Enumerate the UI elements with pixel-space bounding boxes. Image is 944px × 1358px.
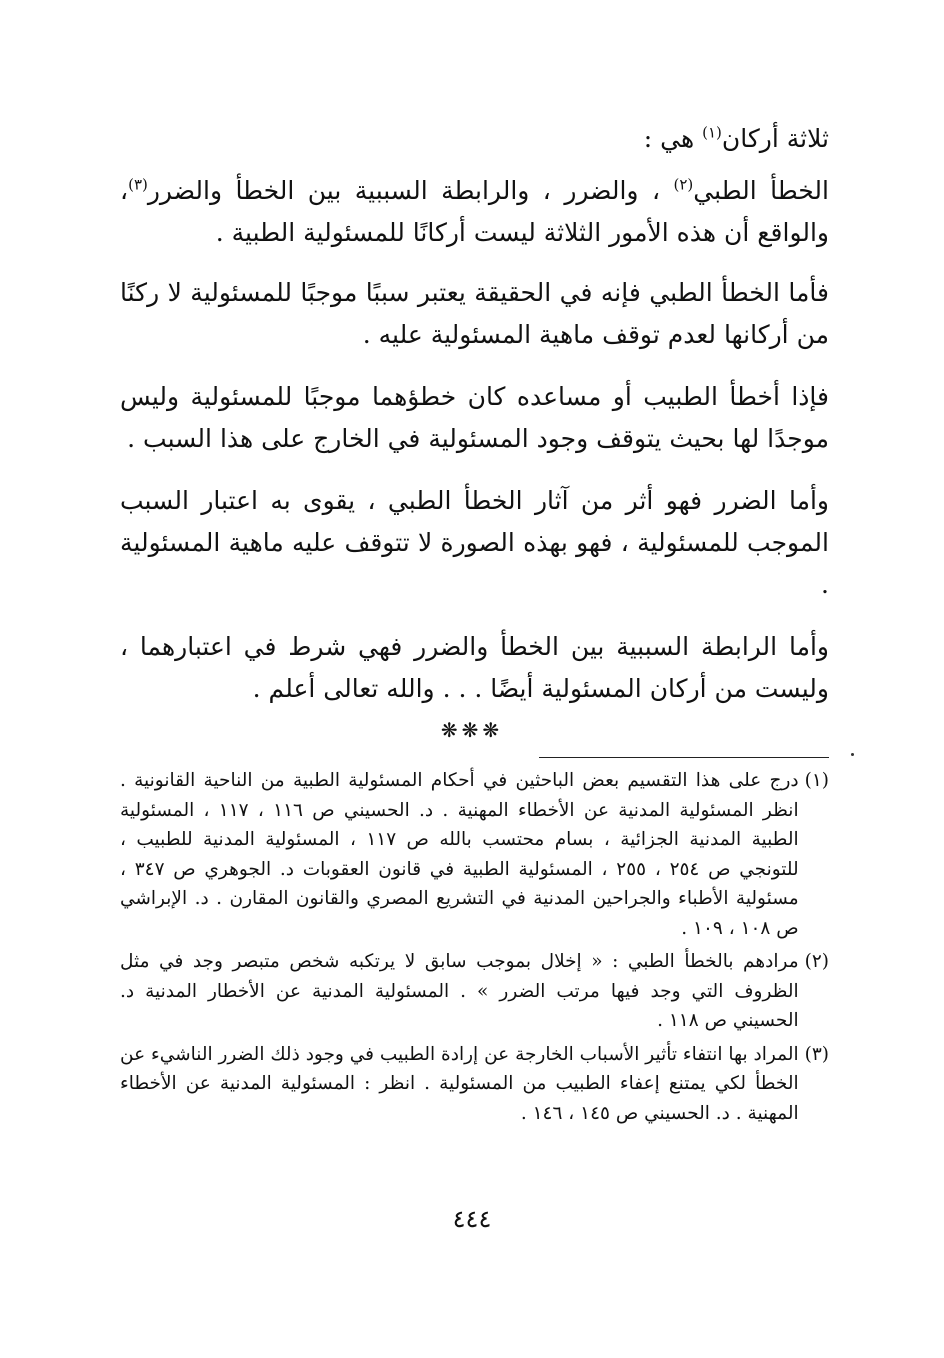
footnote-3 xyxy=(120,1040,829,1129)
footnote-1-text: درج على هذا التقسيم بعض الباحثين في أحكام المسئولية الطبية من الناحية القانونية . انظر المسئولية المدنية عن الأخطاء المهنية . د. الحسيني ص ١١٦ ، ١١٧ ، المسئولية الطبية المدنية الجزائية ، بسام محتسب بالله ص ١١٧ ، المسئولية المدنية للطبيب ، للتونجي ص ٢٥٤ ، ٢٥٥ ، المسئولية الطبية في قانون العقوبات د. الجوهري ص ٣٤٧ ، مسئولية الأطباء والجراحين المدنية في التشريع المصري والقانون المقارن . د. الإبراشي ص ١٠٨ ، ١٠٩ . xyxy=(120,770,799,939)
footnote-2-number: (٢) xyxy=(804,951,829,972)
paragraph-2: فأما الخطأ الطبي فإنه في الحقيقة يعتبر سببًا موجبًا للمسئولية لا ركنًا من أركانها لعدم توقف ماهية المسئولية عليه . xyxy=(120,278,829,349)
footnote-2-text: مرادهم بالخطأ الطبي : « إخلال بموجب سابق لا يرتكبه شخص متبصر وجد في مثل الظروف التي وجد فيها مرتب الضرر » . المسئولية المدنية عن الأخطار المدنية د. الحسيني ص ١١٨ . xyxy=(120,951,799,1031)
margin-dot xyxy=(851,753,854,756)
section-separator: ❋❋❋ xyxy=(440,718,504,742)
footnote-1 xyxy=(120,766,829,943)
footnote-ref-1: (١) xyxy=(702,123,722,142)
paragraph-4: وأما الضرر فهو أثر من آثار الخطأ الطبي ، يقوى به اعتبار السبب الموجب للمسئولية ، فهو بهذه الصورة لا تتوقف عليه ماهية المسئولية . xyxy=(120,486,829,599)
footnote-2 xyxy=(120,947,829,1036)
intro-line xyxy=(120,118,829,160)
intro-text-end: هي : xyxy=(643,124,695,153)
footnote-divider xyxy=(539,757,829,758)
footnote-1-number: (١) xyxy=(804,770,829,791)
footnote-3-text: المراد بها انتفاء تأثير الأسباب الخارجة عن إرادة الطبيب في وجود ذلك الضرر الناشيء عن الخطأ لكي يمتنع إعفاء الطبيب من المسئولية . انظر : المسئولية المدنية عن الأخطاء المهنية . د. الحسيني ص ١٤٥ ، ١٤٦ . xyxy=(120,1043,799,1124)
footnote-ref-2: (٢) xyxy=(673,175,694,194)
footnote-ref-3: (٣) xyxy=(128,175,148,194)
intro-text: ثلاثة أركان xyxy=(721,124,829,153)
paragraph-1-part-b: ، والضرر ، والرابطة السببية بين الخطأ والضرر xyxy=(147,176,661,205)
paragraph-1-part-a: الخطأ الطبي xyxy=(693,176,829,205)
paragraph-3: فإذا أخطأ الطبيب أو مساعده كان خطؤهما موجبًا للمسئولية وليس موجدًا لها بحيث يتوقف وجود المسئولية في الخارج على هذا السبب . xyxy=(120,382,829,453)
footnote-3-number: (٣) xyxy=(804,1043,829,1065)
footnotes xyxy=(120,766,829,1132)
main-text xyxy=(120,118,829,730)
paragraph-1-part-c: ، والواقع أن هذه الأمور الثلاثة ليست أركانًا للمسئولية الطبية . xyxy=(120,176,829,247)
paragraph-1 xyxy=(120,170,829,254)
page-number: ٤٤٤ xyxy=(452,1205,492,1233)
paragraph-5: وأما الرابطة السببية بين الخطأ والضرر فهي شرط في اعتبارهما ، وليست من أركان المسئولية أيضًا . . . والله تعالى أعلم . xyxy=(120,632,829,703)
